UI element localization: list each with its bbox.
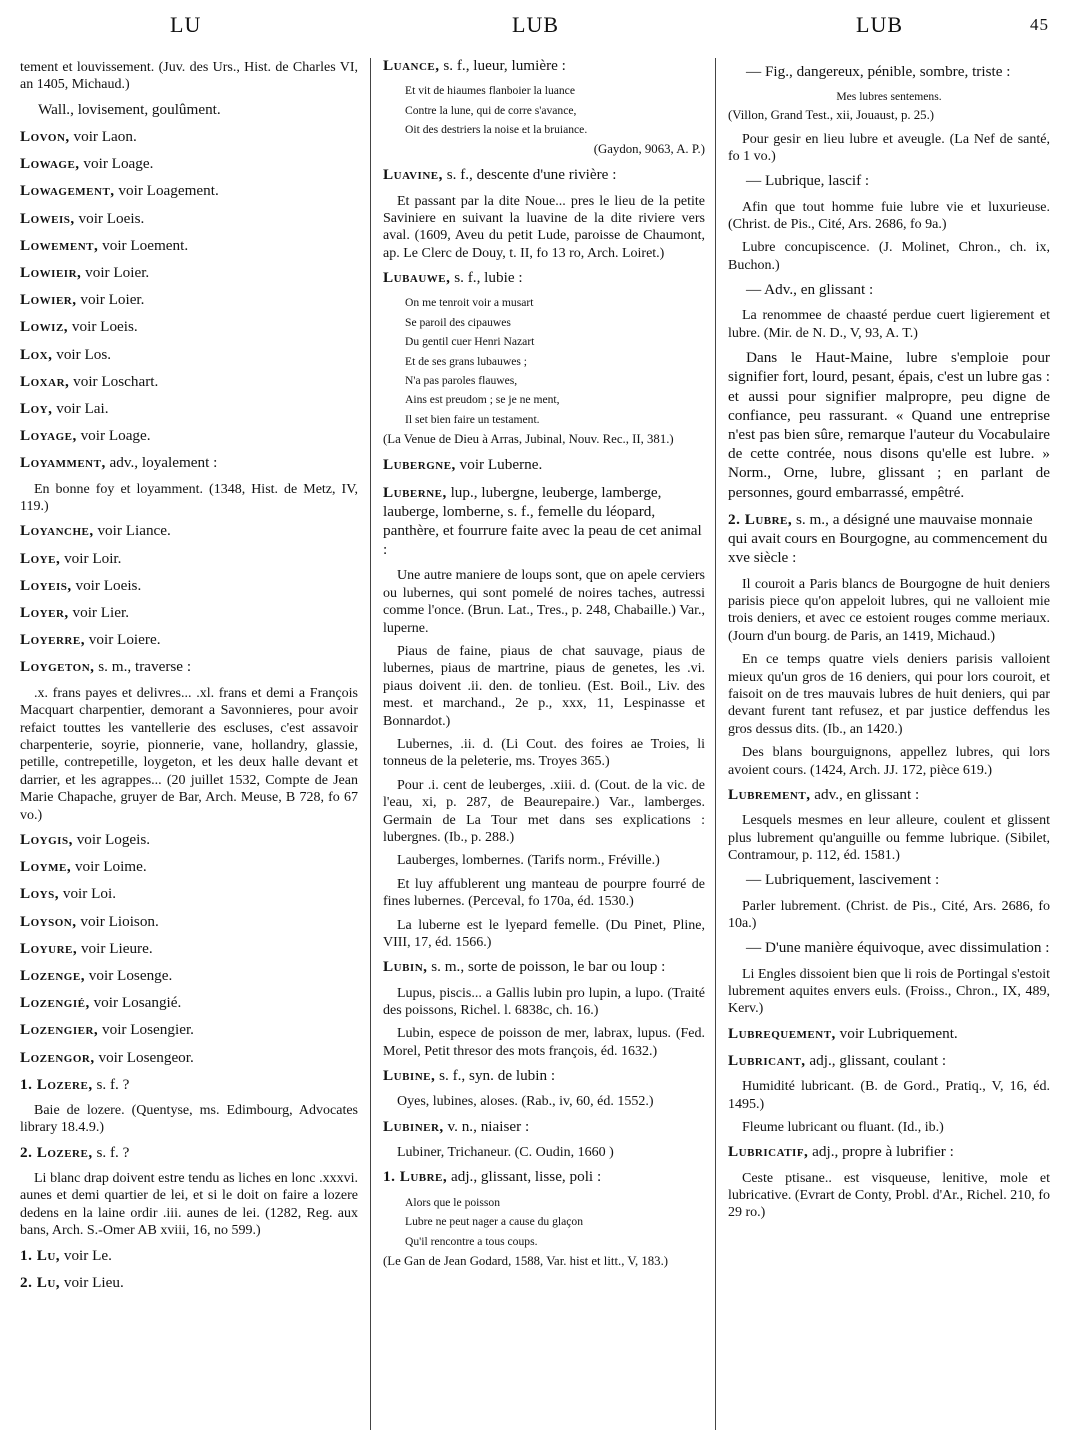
entry-definition: voir Le. [63, 1246, 112, 1264]
entry-definition: voir Loage. [80, 427, 151, 445]
entry-headword: 1. Lubre, [383, 1168, 448, 1186]
dictionary-entry [20, 263, 358, 282]
entry-definition: voir Lier. [72, 604, 130, 622]
citation: Lauberges, lombernes. (Tarifs norm., Fréville.) [397, 853, 660, 869]
dictionary-entry [20, 657, 358, 676]
column-1 [20, 56, 358, 1300]
citation: Lubernes, .ii. d. (Li Cout. des foires ae Troies, li tonneus de la peleterie, ms. Troyes 365.) [383, 736, 705, 770]
entry-definition: s. m., a désigné une mauvaise monnaie qui avait cours en Bourgogne, au commencement du xve siècle : [728, 510, 1048, 567]
entry-headword: 1. Lozere, [20, 1075, 93, 1093]
entry-definition: voir Loagement. [118, 182, 219, 200]
entry-definition: voir Loime. [74, 858, 147, 876]
entry-headword: Loygis, [20, 830, 73, 848]
dictionary-entry [20, 1075, 358, 1094]
dictionary-entry [20, 966, 358, 985]
dictionary-entry [20, 1048, 358, 1067]
entry-headword: Lox, [20, 345, 53, 363]
citation: Il couroit a Paris blancs de Bourgogne de huit deniers parisis piece qu'on appeloit lubres, qui ne valloient mie trois deniers, et avec ce estoient rouges comme meriaux. (Journ d'un bourg. de Paris, an 1419, Michaud.) [728, 576, 1050, 644]
dictionary-entry [20, 549, 358, 568]
entry-definition: voir Loiere. [88, 631, 161, 649]
sense-heading: — Fig., dangereux, pénible, sombre, triste : [746, 63, 1011, 80]
entry-headword: 2. Lu, [20, 1273, 61, 1291]
entry-definition: v. n., niaiser : [447, 1117, 530, 1135]
dictionary-entry [20, 857, 358, 876]
entry-headword: Luberne, [383, 483, 447, 501]
entry-headword: Loweis, [20, 209, 75, 227]
citation: Et passant par la dite Noue... pres le lieu de la petite Saviniere en suivant la luavine de la dite riviere vers aval. (1609, Aveu du petit Lude, paroisse de Chaumont, ap. Le Clerc de Douy, t. II, fo 13 ro, Arch. Loiret.) [383, 193, 705, 261]
entry-headword: Loyson, [20, 912, 77, 930]
entry-headword: Luance, [383, 57, 440, 74]
entry-definition: voir Laon. [73, 128, 137, 146]
entry-definition: voir Lieu. [63, 1273, 124, 1291]
entry-headword: Lowier, [20, 291, 77, 309]
paragraph: Dans le Haut-Maine, lubre s'emploie pour signifier fort, lourd, pesant, épais, c'est un lubre gas : et aussi pour signifier malpropre, peu digne de confiance, peu rassurant. « Quand une entreprise n'est pas bien sûre, remarque l'auteur du Vocabulaire de cette contrée, nous disons qu'elle est lubre. » Norm., Orne, lubre, glissant ; en parlant de personnes, gourd embarrassé, empêtré. [728, 349, 1050, 501]
page-number: 45 [1030, 15, 1049, 34]
verse-line: Se paroil des cipauwes [405, 315, 511, 329]
dictionary-entry [20, 453, 358, 472]
entry-headword: Luavine, [383, 166, 443, 184]
dictionary-entry [20, 603, 358, 622]
entry-definition: voir Lai. [56, 400, 109, 418]
verse-line: Et de ses grans lubauwes ; [405, 354, 528, 368]
entry-headword: Lozengier, [20, 1021, 99, 1039]
dictionary-entry [383, 1066, 705, 1085]
citation-source: (Le Gan de Jean Godard, 1588, Var. hist et litt., V, 183.) [383, 1253, 669, 1268]
column-divider-2 [715, 58, 716, 1430]
header-right: LUB [856, 12, 903, 37]
citation-source: (La Venue de Dieu à Arras, Jubinal, Nouv. Rec., II, 381.) [383, 432, 674, 447]
entry-headword: Loyme, [20, 858, 72, 876]
entry-definition: voir Losengeor. [98, 1048, 194, 1066]
citation: Afin que tout homme fuie lubre vie et luxurieuse. (Christ. de Pis., Cité, Ars. 2686, fo 9a.) [728, 199, 1050, 233]
dictionary-entry [20, 345, 358, 364]
dictionary-entry [728, 510, 1050, 568]
entry-headword: Loygeton, [20, 658, 95, 676]
entry-definition: voir Losenge. [88, 966, 173, 984]
entry-definition: voir Lieure. [80, 939, 153, 957]
entry-definition: s. f., syn. de lubin : [439, 1067, 556, 1085]
entry-headword: Loyer, [20, 604, 69, 622]
verse-line: Ains est preudom ; se je ne ment, [405, 393, 560, 407]
citation: Piaus de faine, piaus de chat sauvage, piaus de lubernes, piaus de martrine, piaus de genetes, les .vi. piaus doivent .ii. den. de tonlieu. (Est. Boil., Liv. des mest. et marchand., 2e p., xxx, 11, Lespinasse et Bonnardot.) [383, 643, 705, 729]
citation: tement et louvissement. (Juv. des Urs., Hist. de Charles VI, an 1405, Michaud.) [20, 60, 358, 93]
entry-definition: voir Lubriquement. [839, 1024, 958, 1042]
entry-headword: Loxar, [20, 372, 70, 390]
entry-headword: Lowiz, [20, 318, 69, 336]
dictionary-entry [20, 1020, 358, 1039]
dictionary-entry [20, 939, 358, 958]
citation: Humidité lubricant. (B. de Gord., Pratiq., V, 16, éd. 1495.) [728, 1079, 1050, 1112]
entry-headword: Lozengor, [20, 1048, 95, 1066]
entry-headword: Loyamment, [20, 454, 106, 472]
entry-definition: s. f. ? [96, 1075, 130, 1093]
entry-headword: Lubricant, [728, 1052, 806, 1070]
dictionary-entry [20, 630, 358, 649]
entry-definition: voir Lioison. [80, 912, 159, 930]
dictionary-entry [20, 209, 358, 228]
entry-definition: s. f., lubie : [454, 269, 523, 287]
entry-headword: Loyerre, [20, 631, 85, 649]
citation: Oyes, lubines, aloses. (Rab., iv, 60, éd. 1552.) [397, 1094, 654, 1110]
entry-definition: voir Loeis. [78, 209, 145, 227]
column-3 [728, 56, 1050, 1228]
entry-headword: Loy, [20, 400, 53, 418]
citation: .x. frans payes et delivres... .xl. frans et demi a François Macquart charpentier, demorant a Savonnieres, pour avoir refaict touttes les vantellerie des escluses, c'est assavoir charpenterie, soyrie, pionnerie, vane, hollandry, glassie, petille, contrepetille, loygeton, et les deux halle devant et darrier, et les agrappes... (20 juillet 1532, Compte de Jean Marie Chapache, gruyer de Bar, Arch. Meuse, B 728, fo 67 vo.) [20, 685, 358, 823]
citation: Ceste ptisane.. est visqueuse, lenitive, mole et lubricative. (Evrart de Conty, Probl. d'Ar., Richel. 210, fo 29 ro.) [728, 1170, 1050, 1221]
page-header [0, 12, 1078, 46]
entry-headword: Loyage, [20, 427, 77, 445]
dictionary-entry [383, 268, 705, 287]
entry-headword: Loye, [20, 549, 61, 567]
citation: Lubin, espece de poisson de mer, labrax, lupus. (Fed. Morel, Petit thresor des mots françois, éd. 1632.) [383, 1026, 705, 1059]
verse-line: Oit des destriers la noise et la bruiance. [405, 123, 588, 137]
dictionary-entry [728, 1142, 1050, 1161]
sense-heading: — Lubrique, lascif : [746, 172, 870, 190]
dictionary-entry [383, 455, 705, 474]
entry-definition: adj., propre à lubrifier : [812, 1143, 954, 1161]
entry-definition: voir Loier. [80, 291, 145, 309]
entry-headword: Lubauwe, [383, 269, 451, 287]
entry-headword: Loys, [20, 885, 60, 903]
entry-headword: Lovon, [20, 128, 70, 146]
sense-heading: — D'une manière équivoque, avec dissimulation : [746, 939, 1050, 957]
entry-definition: lup., lubergne, leuberge, lamberge, lauberge, lomberne, s. f., femelle du léopard, panthère, et fourrure faite avec la peau de cet animal : [383, 483, 702, 559]
entry-definition: voir Luberne. [459, 456, 543, 474]
dictionary-entry [20, 290, 358, 309]
entry-headword: Loyeis, [20, 576, 72, 594]
citation: La renommee de chaasté perdue cuert ligierement et lubre. (Mir. de N. D., V, 93, A. T.) [728, 308, 1050, 341]
entry-headword: Lubin, [383, 958, 428, 976]
dictionary-entry [20, 576, 358, 595]
entry-definition: voir Loschart. [73, 372, 159, 390]
entry-headword: Loyure, [20, 939, 78, 957]
entry-headword: Lowagement, [20, 182, 115, 200]
dictionary-entry [20, 884, 358, 903]
entry-headword: Lowieir, [20, 264, 82, 282]
entry-headword: 2. Lubre, [728, 510, 793, 528]
verse-line: Et vit de hiaumes flanboier la luance [405, 84, 575, 98]
sense-heading: — Lubriquement, lascivement : [746, 871, 940, 889]
verse-line: Alors que le poisson [405, 1195, 500, 1209]
citation: La luberne est le lyepard femelle. (Du Pinet, Pline, VIII, 17, éd. 1566.) [383, 917, 705, 951]
entry-headword: Lowement, [20, 236, 99, 254]
citation: Et luy affublerent ung manteau de pourpre fourré de fines lubernes. (Perceval, fo 170a, éd. 1530.) [383, 876, 705, 910]
dictionary-entry [20, 317, 358, 336]
entry-headword: Lubrequement, [728, 1024, 836, 1042]
entry-headword: 1. Lu, [20, 1246, 61, 1264]
dictionary-entry [383, 957, 705, 976]
entry-definition: voir Liance. [97, 522, 171, 540]
verse-line: Qu'il rencontre a tous coups. [405, 1234, 538, 1248]
dictionary-entry [383, 1117, 705, 1136]
entry-definition: voir Logeis. [76, 830, 151, 848]
citation: Des blans bourguignons, appellez lubres, qui lors avoient cours. (1424, Arch. JJ. 172, pièce 619.) [728, 745, 1050, 778]
column-divider-1 [370, 58, 371, 1430]
dictionary-entry [383, 1167, 705, 1186]
paragraph: Wall., lovisement, goulûment. [38, 100, 221, 118]
header-center: LUB [512, 12, 559, 37]
entry-headword: Lubiner, [383, 1117, 444, 1135]
dictionary-entry [383, 483, 705, 560]
dictionary-entry [728, 1051, 1050, 1070]
dictionary-entry [20, 830, 358, 849]
entry-headword: Lubergne, [383, 456, 456, 474]
dictionary-entry [20, 993, 358, 1012]
citation: Lubre concupiscence. (J. Molinet, Chron., ch. ix, Buchon.) [728, 240, 1050, 273]
citation: Li blanc drap doivent estre tendu as liches en lonc .xxxvi. aunes et demi quartier de lei, et si le doit on faire a lozere dedens en la laine ordir .iii. aunes de lei. (1282, Reg. aux bans, Arch. S.-Omer AB xviii, 16, no 599.) [20, 1170, 358, 1239]
citation: Li Engles dissoient bien que li rois de Portingal s'estoit lubrement aquites envers euls. (Froiss., Chron., IX, 489, Kerv.) [728, 966, 1050, 1017]
entry-headword: Lubricatif, [728, 1143, 809, 1161]
dictionary-entry [20, 1143, 358, 1162]
entry-definition: voir Loi. [62, 885, 116, 903]
citation: Lubiner, Trichaneur. (C. Oudin, 1660 ) [397, 1145, 614, 1161]
dictionary-entry [20, 1273, 358, 1292]
entry-definition: voir Loeis. [71, 318, 138, 336]
citation: Fleume lubricant ou fluant. (Id., ib.) [742, 1120, 944, 1136]
entry-definition: voir Loier. [85, 264, 150, 282]
entry-headword: Lozengié, [20, 994, 90, 1012]
entry-definition: voir Losengier. [102, 1021, 194, 1039]
dictionary-entry [20, 154, 358, 173]
dictionary-entry [20, 372, 358, 391]
entry-definition: adv., en glissant : [814, 785, 920, 803]
sense-heading: — Adv., en glissant : [746, 281, 874, 299]
entry-definition: voir Loement. [102, 236, 189, 254]
citation-source: (Villon, Grand Test., xii, Jouaust, p. 25.) [728, 107, 935, 122]
citation: En ce temps quatre viels deniers parisis valloient mieux qu'un gros de 16 deniers, qui pour lors couroit, et faisoit on de tres mauvais lubres de huit deniers, qui par devant furent tant refusez, et par justice deffendus les gros dessus dits. (Ib., an 1420.) [728, 652, 1050, 737]
verse-line: Lubre ne peut nager a cause du glaçon [405, 1215, 584, 1229]
dictionary-entry [20, 521, 358, 540]
entry-definition: s. f., descente d'une rivière : [446, 166, 617, 184]
dictionary-entry [20, 127, 358, 146]
dictionary-entry [20, 912, 358, 931]
citation: En bonne foy et loyamment. (1348, Hist. de Metz, IV, 119.) [20, 481, 358, 515]
entry-definition: voir Losangié. [93, 994, 182, 1012]
verse-line: Du gentil cuer Henri Nazart [405, 335, 535, 349]
dictionary-entry [20, 236, 358, 255]
entry-headword: Lowage, [20, 155, 80, 173]
entry-definition: voir Loage. [83, 155, 154, 173]
citation-source: (Gaydon, 9063, A. P.) [593, 142, 705, 157]
entry-headword: Lubrement, [728, 785, 811, 803]
citation: Lupus, piscis... a Gallis lubin pro lupin, a lupo. (Traité des poissons, Richel. l. 6838c, ch. 16.) [383, 985, 705, 1019]
entry-definition: voir Loir. [64, 549, 122, 567]
entry-definition: s. m., sorte de poisson, le bar ou loup : [431, 958, 666, 976]
entry-definition: adj., glissant, lisse, poli : [450, 1168, 602, 1186]
verse-line: Mes lubres sentemens. [836, 90, 942, 104]
dictionary-entry [20, 1246, 358, 1265]
dictionary-entry [383, 56, 705, 75]
entry-definition: voir Los. [56, 345, 112, 363]
verse-line: Contre la lune, qui de corre s'avance, [405, 103, 577, 117]
entry-definition: s. m., traverse : [98, 658, 192, 676]
entry-definition: s. f. ? [96, 1143, 130, 1161]
dictionary-entry [20, 426, 358, 445]
dictionary-entry [383, 165, 705, 184]
citation: Lesquels mesmes en leur alleure, coulent et glissent plus lubrement qu'anguille ou femme lubrique. (Sibilet, Contramour, p. 112, éd. 1581.) [728, 813, 1050, 863]
citation: Une autre maniere de loups sont, que on apele cerviers ou lubernes, qui sont pomelé de noires taches, autressi comme l'once. (Brun. Lat., Tres., p. 248, Chabaille.) Var., luperne. [383, 568, 705, 636]
citation: Baie de lozere. (Quentyse, ms. Edimbourg, Advocates library 18.4.9.) [20, 1102, 358, 1136]
dictionary-entry [20, 399, 358, 418]
entry-headword: 2. Lozere, [20, 1143, 93, 1161]
entry-definition: s. f., lueur, lumière : [443, 57, 566, 74]
dictionary-entry [728, 1024, 1050, 1043]
entry-headword: Lozenge, [20, 966, 85, 984]
verse-line: N'a pas paroles flauwes, [405, 374, 518, 388]
citation: Parler lubrement. (Christ. de Pis., Cité, Ars. 2686, fo 10a.) [728, 898, 1050, 931]
citation: Pour gesir en lieu lubre et aveugle. (La Nef de santé, fo 1 vo.) [728, 131, 1050, 165]
entry-definition: adj., glissant, coulant : [809, 1052, 947, 1070]
dictionary-entry [20, 181, 358, 200]
verse-line: Il set bien faire un testament. [405, 412, 540, 426]
column-2 [383, 56, 705, 1277]
entry-definition: adv., loyalement : [109, 454, 218, 472]
verse-line: On me tenroit voir a musart [405, 296, 534, 310]
entry-headword: Lubine, [383, 1067, 436, 1085]
entry-headword: Loyanche, [20, 522, 94, 540]
header-left: LU [170, 12, 202, 37]
citation: Pour .i. cent de leuberges, .xiii. d. (Cout. de la vic. de l'eau, xi, p. 287, de Beaurepaire.) Var., lamberges. Germain de La Tour met dans ses explications : lubergnes. (Ib., p. 288.) [383, 777, 705, 845]
dictionary-entry [728, 785, 1050, 804]
entry-definition: voir Loeis. [75, 576, 142, 594]
